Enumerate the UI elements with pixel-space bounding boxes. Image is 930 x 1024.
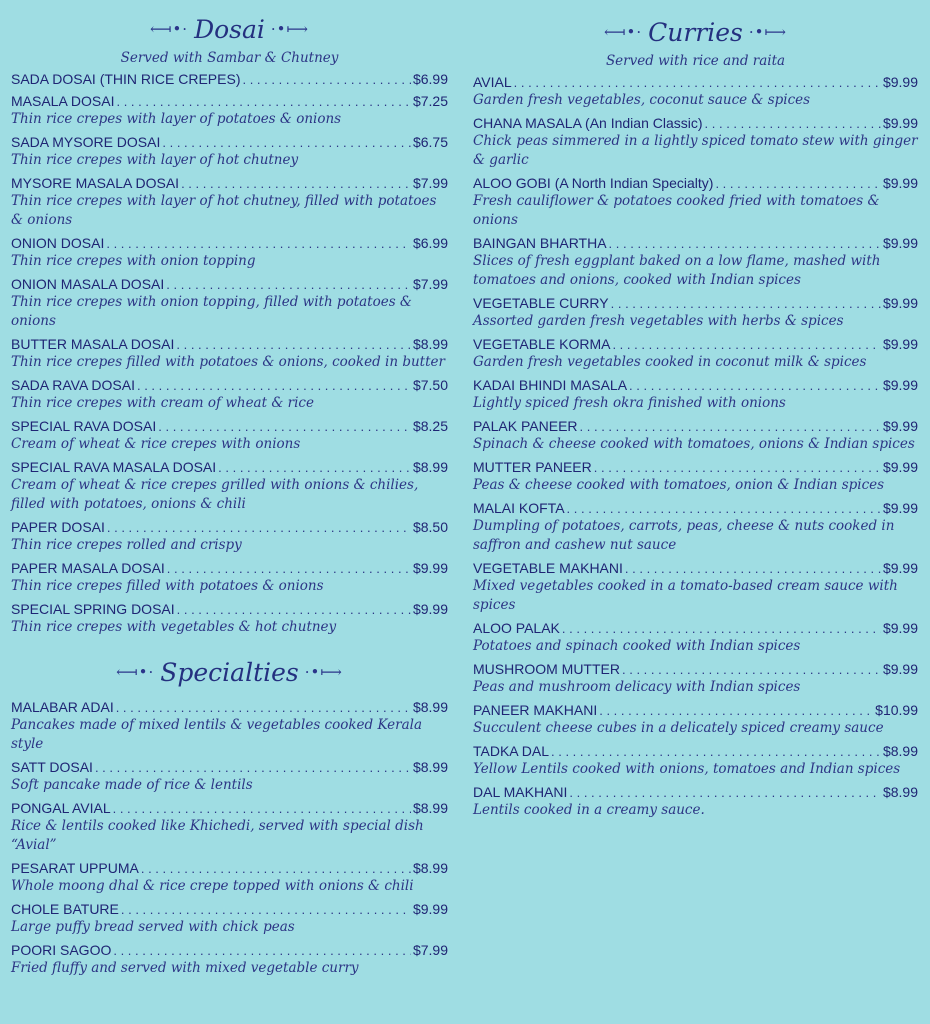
ornament-left-icon: ⟻•· bbox=[149, 20, 189, 38]
dot-leader bbox=[551, 743, 881, 760]
menu-item bbox=[11, 276, 448, 331]
item-price: $9.99 bbox=[882, 620, 918, 636]
item-price: $9.99 bbox=[882, 459, 918, 475]
item-description: Large puffy bread served with chick peas bbox=[11, 919, 295, 935]
item-price: $9.99 bbox=[882, 175, 918, 191]
menu-item bbox=[473, 115, 918, 170]
menu-item bbox=[11, 418, 448, 454]
dot-leader bbox=[218, 459, 411, 476]
dot-leader bbox=[106, 235, 411, 252]
item-name: BUTTER MASALA DOSAI bbox=[11, 336, 175, 352]
ornament-left-icon: ⟻•· bbox=[116, 663, 155, 681]
menu-item bbox=[11, 134, 448, 170]
item-price: $9.99 bbox=[882, 500, 918, 516]
item-description: Dumpling of potatoes, carrots, peas, cheese & nuts cooked in saffron and cashew nut sauce bbox=[473, 518, 895, 553]
item-name: SPECIAL RAVA MASALA DOSAI bbox=[11, 459, 217, 475]
item-name: ALOO GOBI (A North Indian Specialty) bbox=[473, 175, 714, 191]
menu-item bbox=[11, 519, 448, 555]
item-name: VEGETABLE MAKHANI bbox=[473, 560, 623, 576]
menu-item-line bbox=[473, 377, 918, 394]
menu-item-line bbox=[11, 800, 448, 817]
item-price: $9.99 bbox=[412, 560, 448, 576]
dot-leader bbox=[95, 759, 411, 776]
menu-item bbox=[473, 702, 918, 738]
dot-leader bbox=[121, 901, 411, 918]
menu-item-line bbox=[473, 175, 918, 192]
item-price: $7.50 bbox=[412, 377, 448, 393]
section-subtitle: Served with rice and raita bbox=[605, 53, 786, 69]
dot-leader bbox=[705, 115, 881, 132]
menu-item bbox=[11, 601, 448, 637]
dot-leader bbox=[629, 377, 881, 394]
menu-item bbox=[473, 377, 918, 413]
ornament-right-icon: ·•⟼ bbox=[748, 23, 787, 41]
menu-item-line bbox=[11, 71, 448, 88]
item-name: TADKA DAL bbox=[473, 743, 549, 759]
menu-item-line bbox=[11, 759, 448, 776]
curries-list bbox=[473, 74, 918, 820]
item-price: $9.99 bbox=[882, 235, 918, 251]
ornament-left-icon: ⟻•· bbox=[603, 23, 643, 41]
menu-item-line bbox=[473, 115, 918, 132]
item-price: $8.99 bbox=[412, 336, 448, 352]
menu-item-line bbox=[11, 175, 448, 192]
menu-item-line bbox=[11, 942, 448, 959]
item-description: Assorted garden fresh vegetables with herbs & spices bbox=[473, 313, 844, 329]
menu-item-line bbox=[473, 620, 918, 637]
menu-item-line bbox=[11, 377, 448, 394]
item-name: VEGETABLE KORMA bbox=[473, 336, 611, 352]
item-price: $7.25 bbox=[412, 93, 448, 109]
item-description: Rice & lentils cooked like Khichedi, served with special dish “Avial” bbox=[11, 818, 424, 853]
dot-leader bbox=[176, 336, 411, 353]
menu-item-line bbox=[11, 901, 448, 918]
menu-item-line bbox=[11, 235, 448, 252]
menu-item bbox=[11, 71, 448, 88]
item-price: $8.99 bbox=[412, 459, 448, 475]
item-price: $8.99 bbox=[412, 699, 448, 715]
menu-item bbox=[473, 235, 918, 290]
item-name: ONION DOSAI bbox=[11, 235, 105, 251]
dot-leader bbox=[609, 235, 881, 252]
menu-item bbox=[473, 459, 918, 495]
dot-leader bbox=[514, 74, 881, 91]
dot-leader bbox=[594, 459, 881, 476]
menu-item-line bbox=[11, 519, 448, 536]
menu-item bbox=[11, 175, 448, 230]
item-description: Slices of fresh eggplant baked on a low flame, mashed with tomatoes and onions, cooked with Indian spices bbox=[473, 253, 881, 288]
dot-leader bbox=[177, 601, 411, 618]
menu-item-line bbox=[11, 860, 448, 877]
item-name: SPECIAL SPRING DOSAI bbox=[11, 601, 175, 617]
item-price: $6.99 bbox=[412, 71, 448, 87]
item-description: Garden fresh vegetables, coconut sauce & spices bbox=[473, 92, 811, 108]
menu-item-line bbox=[11, 418, 448, 435]
dot-leader bbox=[622, 661, 881, 678]
menu-item bbox=[11, 235, 448, 271]
specialties-list bbox=[11, 699, 448, 978]
item-name: DAL MAKHANI bbox=[473, 784, 568, 800]
item-name: MYSORE MASALA DOSAI bbox=[11, 175, 180, 191]
item-price: $9.99 bbox=[882, 377, 918, 393]
dot-leader bbox=[612, 336, 881, 353]
menu-item bbox=[473, 560, 918, 615]
menu-item bbox=[11, 560, 448, 596]
dosai-list bbox=[11, 71, 448, 637]
item-name: KADAI BHINDI MASALA bbox=[473, 377, 628, 393]
item-price: $9.99 bbox=[882, 74, 918, 90]
item-description: Cream of wheat & rice crepes with onions bbox=[11, 436, 301, 452]
item-name: PALAK PANEER bbox=[473, 418, 578, 434]
item-description: Fresh cauliflower & potatoes cooked fried with tomatoes & onions bbox=[473, 193, 880, 228]
menu-item bbox=[11, 800, 448, 855]
dot-leader bbox=[116, 699, 411, 716]
menu-item-line bbox=[473, 336, 918, 353]
menu-item-line bbox=[11, 601, 448, 618]
menu-item bbox=[11, 336, 448, 372]
item-price: $8.99 bbox=[412, 759, 448, 775]
item-description: Succulent cheese cubes in a delicately spiced creamy sauce bbox=[473, 720, 884, 736]
item-price: $8.99 bbox=[412, 800, 448, 816]
section-header-dosai bbox=[11, 12, 448, 46]
dot-leader bbox=[181, 175, 411, 192]
item-description: Lightly spiced fresh okra finished with onions bbox=[473, 395, 786, 411]
dot-leader bbox=[113, 942, 411, 959]
menu-item-line bbox=[473, 784, 918, 801]
item-price: $8.99 bbox=[882, 784, 918, 800]
item-price: $9.99 bbox=[412, 901, 448, 917]
menu-item-line bbox=[473, 661, 918, 678]
item-description: Thin rice crepes with layer of hot chutney, filled with potatoes & onions bbox=[11, 193, 437, 228]
item-description: Lentils cooked in a creamy sauce. bbox=[473, 802, 705, 818]
item-description: Thin rice crepes rolled and crispy bbox=[11, 537, 242, 553]
item-description: Thin rice crepes with layer of hot chutney bbox=[11, 152, 299, 168]
menu-item-line bbox=[473, 743, 918, 760]
item-price: $9.99 bbox=[882, 295, 918, 311]
menu-item-line bbox=[11, 134, 448, 151]
item-price: $7.99 bbox=[412, 175, 448, 191]
item-description: Thin rice crepes with vegetables & hot chutney bbox=[11, 619, 337, 635]
item-description: Mixed vegetables cooked in a tomato-based cream sauce with spices bbox=[473, 578, 898, 613]
item-description: Soft pancake made of rice & lentils bbox=[11, 777, 253, 793]
item-price: $8.99 bbox=[412, 860, 448, 876]
menu-item bbox=[11, 377, 448, 413]
item-name: CHOLE BATURE bbox=[11, 901, 119, 917]
menu-item-line bbox=[473, 459, 918, 476]
item-name: PESARAT UPPUMA bbox=[11, 860, 139, 876]
item-price: $8.99 bbox=[882, 743, 918, 759]
dot-leader bbox=[567, 500, 881, 517]
menu-item bbox=[11, 759, 448, 795]
item-description: Potatoes and spinach cooked with Indian spices bbox=[473, 638, 801, 654]
section-title: Curries bbox=[648, 17, 743, 47]
item-description: Pancakes made of mixed lentils & vegetables cooked Kerala style bbox=[11, 717, 423, 752]
menu-item bbox=[11, 942, 448, 978]
menu-item-line bbox=[473, 500, 918, 517]
dot-leader bbox=[580, 418, 881, 435]
item-description: Thin rice crepes with onion topping, filled with potatoes & onions bbox=[11, 294, 412, 329]
dot-leader bbox=[599, 702, 873, 719]
menu-item bbox=[473, 175, 918, 230]
item-name: ALOO PALAK bbox=[473, 620, 560, 636]
dot-leader bbox=[107, 519, 411, 536]
menu-item-line bbox=[473, 235, 918, 252]
menu-item bbox=[473, 620, 918, 656]
dot-leader bbox=[562, 620, 881, 637]
dot-leader bbox=[158, 418, 411, 435]
item-name: POORI SAGOO bbox=[11, 942, 112, 958]
item-description: Spinach & cheese cooked with tomatoes, onions & Indian spices bbox=[473, 436, 915, 452]
menu-item-line bbox=[473, 74, 918, 91]
menu-item bbox=[11, 901, 448, 937]
menu-item bbox=[11, 699, 448, 754]
dot-leader bbox=[116, 93, 410, 110]
menu-item bbox=[11, 459, 448, 514]
menu-item bbox=[11, 860, 448, 896]
menu-item-line bbox=[11, 93, 448, 110]
item-name: ONION MASALA DOSAI bbox=[11, 276, 165, 292]
item-description: Peas and mushroom delicacy with Indian spices bbox=[473, 679, 801, 695]
item-price: $6.99 bbox=[412, 235, 448, 251]
item-name: AVIAL bbox=[473, 74, 512, 90]
menu-item-line bbox=[11, 560, 448, 577]
item-name: VEGETABLE CURRY bbox=[473, 295, 609, 311]
menu-item bbox=[473, 295, 918, 331]
item-description: Chick peas simmered in a lightly spiced tomato stew with ginger & garlic bbox=[473, 133, 918, 168]
section-header-curries bbox=[473, 15, 918, 49]
item-price: $7.99 bbox=[412, 276, 448, 292]
item-price: $9.99 bbox=[882, 418, 918, 434]
item-name: PAPER DOSAI bbox=[11, 519, 105, 535]
dot-leader bbox=[242, 71, 410, 88]
item-price: $9.99 bbox=[882, 115, 918, 131]
menu-item-line bbox=[11, 336, 448, 353]
dot-leader bbox=[569, 784, 881, 801]
item-name: SADA MYSORE DOSAI bbox=[11, 134, 161, 150]
item-name: CHANA MASALA (An Indian Classic) bbox=[473, 115, 703, 131]
item-description: Yellow Lentils cooked with onions, tomatoes and Indian spices bbox=[473, 761, 901, 777]
menu-item-line bbox=[11, 276, 448, 293]
menu-item-line bbox=[473, 560, 918, 577]
item-name: MUSHROOM MUTTER bbox=[473, 661, 620, 677]
dot-leader bbox=[715, 175, 881, 192]
ornament-right-icon: ·•⟼ bbox=[304, 663, 343, 681]
section-title: Dosai bbox=[194, 14, 265, 44]
menu-item-line bbox=[473, 702, 918, 719]
item-price: $9.99 bbox=[882, 560, 918, 576]
item-name: PAPER MASALA DOSAI bbox=[11, 560, 165, 576]
item-price: $8.50 bbox=[412, 519, 448, 535]
menu-item-line bbox=[11, 459, 448, 476]
item-name: SATT DOSAI bbox=[11, 759, 93, 775]
item-price: $9.99 bbox=[882, 661, 918, 677]
item-description: Thin rice crepes with layer of potatoes & onions bbox=[11, 111, 342, 127]
item-name: SADA DOSAI (THIN RICE CREPES) bbox=[11, 71, 241, 87]
dot-leader bbox=[141, 860, 411, 877]
dot-leader bbox=[611, 295, 881, 312]
menu-item bbox=[473, 418, 918, 454]
item-price: $8.25 bbox=[412, 418, 448, 434]
item-description: Thin rice crepes filled with potatoes & onions, cooked in butter bbox=[11, 354, 445, 370]
dot-leader bbox=[166, 276, 411, 293]
menu-item bbox=[11, 93, 448, 129]
item-price: $10.99 bbox=[875, 702, 918, 718]
section-title: Specialties bbox=[160, 657, 299, 687]
item-name: MALAI KOFTA bbox=[473, 500, 565, 516]
item-description: Thin rice crepes with cream of wheat & rice bbox=[11, 395, 314, 411]
item-name: SPECIAL RAVA DOSAI bbox=[11, 418, 157, 434]
menu-item bbox=[473, 743, 918, 779]
right-column bbox=[473, 0, 918, 820]
item-price: $9.99 bbox=[412, 601, 448, 617]
menu-item-line bbox=[11, 699, 448, 716]
item-description: Thin rice crepes with onion topping bbox=[11, 253, 256, 269]
item-description: Fried fluffy and served with mixed vegetable curry bbox=[11, 960, 359, 976]
dot-leader bbox=[625, 560, 881, 577]
dot-leader bbox=[167, 560, 411, 577]
item-description: Cream of wheat & rice crepes grilled with onions & chilies, filled with potatoes, onions & chili bbox=[11, 477, 419, 512]
item-name: MASALA DOSAI bbox=[11, 93, 115, 109]
item-price: $7.99 bbox=[412, 942, 448, 958]
dot-leader bbox=[113, 800, 411, 817]
menu-item bbox=[473, 500, 918, 555]
item-name: SADA RAVA DOSAI bbox=[11, 377, 135, 393]
item-name: PANEER MAKHANI bbox=[473, 702, 598, 718]
section-subtitle: Served with Sambar & Chutney bbox=[120, 50, 339, 66]
item-price: $6.75 bbox=[412, 134, 448, 150]
item-name: PONGAL AVIAL bbox=[11, 800, 111, 816]
item-name: BAINGAN BHARTHA bbox=[473, 235, 607, 251]
dot-leader bbox=[162, 134, 411, 151]
item-description: Garden fresh vegetables cooked in coconut milk & spices bbox=[473, 354, 867, 370]
item-description: Peas & cheese cooked with tomatoes, onion & Indian spices bbox=[473, 477, 885, 493]
item-name: MALABAR ADAI bbox=[11, 699, 114, 715]
dot-leader bbox=[137, 377, 411, 394]
menu-item-line bbox=[473, 295, 918, 312]
item-description: Whole moong dhal & rice crepe topped with onions & chili bbox=[11, 878, 414, 894]
item-name: MUTTER PANEER bbox=[473, 459, 592, 475]
menu-item bbox=[473, 336, 918, 372]
item-price: $9.99 bbox=[882, 336, 918, 352]
menu-item bbox=[473, 74, 918, 110]
left-column bbox=[11, 0, 448, 978]
menu-item bbox=[473, 661, 918, 697]
menu-item-line bbox=[473, 418, 918, 435]
ornament-right-icon: ·•⟼ bbox=[270, 20, 310, 38]
section-header-specialties bbox=[11, 655, 448, 689]
item-description: Thin rice crepes filled with potatoes & onions bbox=[11, 578, 324, 594]
menu-item bbox=[473, 784, 918, 820]
